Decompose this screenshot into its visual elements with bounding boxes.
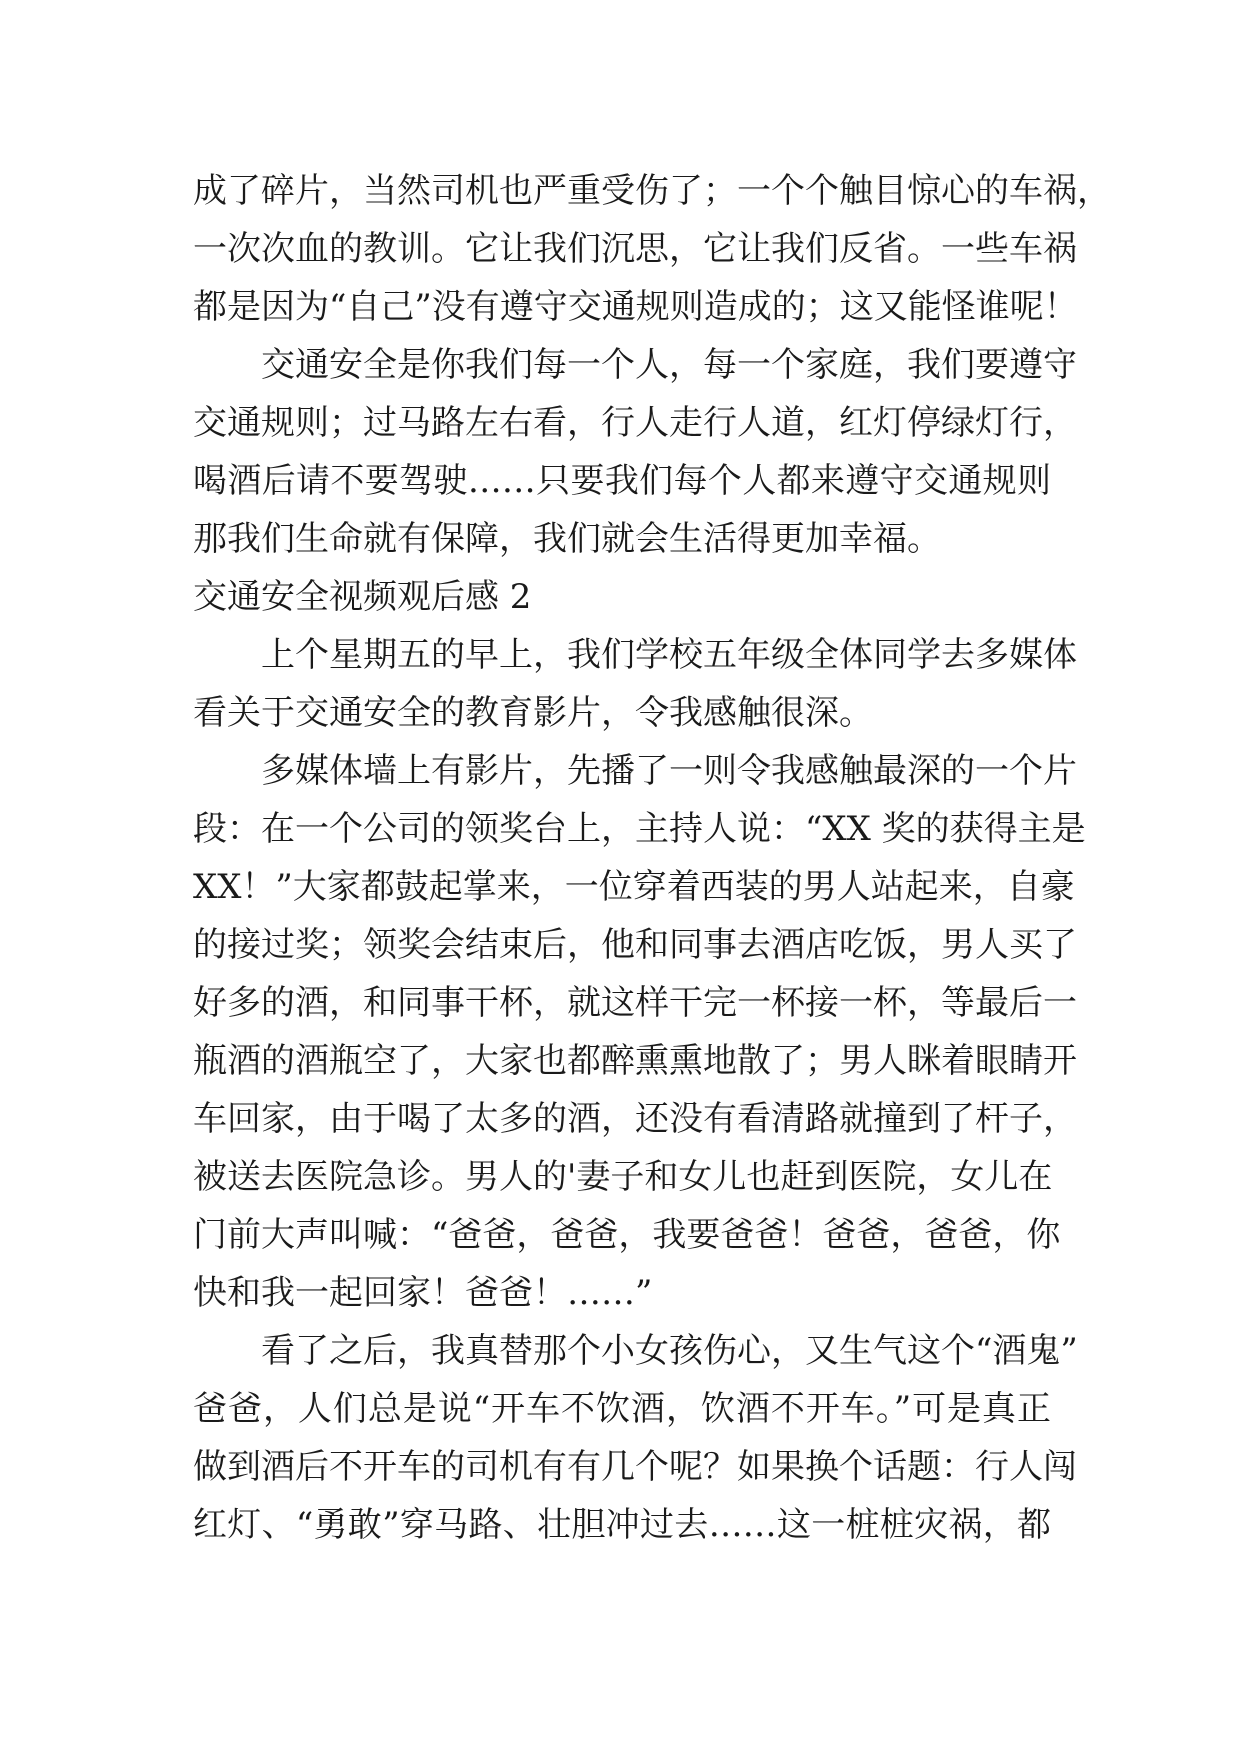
text-line: 多媒体墙上有影片，先播了一则令我感触最深的一个片	[261, 751, 1077, 791]
paragraph	[193, 1322, 1078, 1554]
text-line: 段：在一个公司的领奖台上，主持人说：“XX 奖的获得主是	[193, 809, 1086, 849]
text-line: 门前大声叫喊：“爸爸，爸爸，我要爸爸！爸爸，爸爸，你	[193, 1215, 1061, 1255]
text-line: 都是因为“自己”没有遵守交通规则造成的；这又能怪谁呢！	[193, 287, 1078, 327]
document-body	[193, 162, 1111, 1554]
text-line: 爸爸，人们总是说“开车不饮酒，饮酒不开车。”可是真正	[193, 1389, 1051, 1429]
text-line: 成了碎片，当然司机也严重受伤了；一个个触目惊心的车祸，	[193, 171, 1111, 211]
paragraph	[193, 742, 1086, 1322]
text-line: 交通安全是你我们每一个人，每一个家庭，我们要遵守	[261, 345, 1077, 385]
text-line: 做到酒后不开车的司机有有几个呢？如果换个话题：行人闯	[193, 1447, 1077, 1487]
text-line: 交通规则；过马路左右看，行人走行人道，红灯停绿灯行，	[193, 403, 1077, 443]
text-line: 被送去医院急诊。男人的'妻子和女儿也赶到医院，女儿在	[193, 1157, 1053, 1197]
text-line: 那我们生命就有保障，我们就会生活得更加幸福。	[193, 519, 941, 559]
text-line: 看关于交通安全的教育影片，令我感触很深。	[193, 693, 873, 733]
section-heading-text: 交通安全视频观后感 2	[193, 577, 532, 617]
text-line: 看了之后，我真替那个小女孩伤心，又生气这个“酒鬼”	[261, 1331, 1078, 1371]
text-line: 快和我一起回家！爸爸！……”	[193, 1273, 653, 1313]
text-line: 的接过奖；领奖会结束后，他和同事去酒店吃饭，男人买了	[193, 925, 1077, 965]
paragraph	[193, 626, 1077, 742]
paragraph	[193, 162, 1111, 336]
text-line: XX！”大家都鼓起掌来，一位穿着西装的男人站起来，自豪	[193, 867, 1075, 907]
text-line: 上个星期五的早上，我们学校五年级全体同学去多媒体	[261, 635, 1077, 675]
paragraph	[193, 336, 1077, 568]
section-heading	[193, 568, 1051, 626]
text-line: 喝酒后请不要驾驶……只要我们每个人都来遵守交通规则	[193, 461, 1051, 501]
text-line: 瓶酒的酒瓶空了，大家也都醉熏熏地散了；男人眯着眼睛开	[193, 1041, 1077, 1081]
text-line: 红灯、“勇敢”穿马路、壮胆冲过去……这一桩桩灾祸，都	[193, 1505, 1051, 1545]
text-line: 好多的酒，和同事干杯，就这样干完一杯接一杯，等最后一	[193, 983, 1077, 1023]
text-line: 一次次血的教训。它让我们沉思，它让我们反省。一些车祸	[193, 229, 1077, 269]
text-line: 车回家，由于喝了太多的酒，还没有看清路就撞到了杆子，	[193, 1099, 1077, 1139]
